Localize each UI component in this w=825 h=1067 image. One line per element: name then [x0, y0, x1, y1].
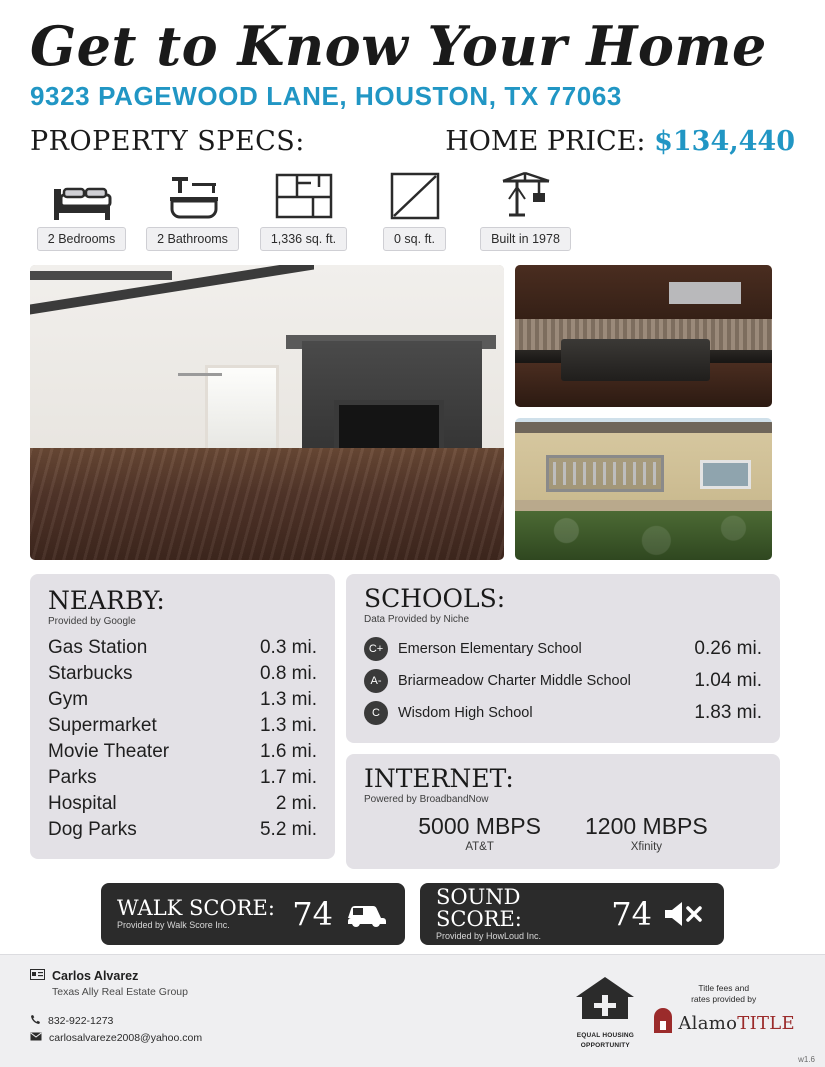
envelope-icon: [30, 1032, 42, 1044]
nearby-title: NEARBY:: [48, 585, 165, 615]
internet-providers: [364, 813, 762, 853]
list-item: [364, 633, 762, 665]
spec-lot-size: [359, 165, 470, 251]
walk-score-title: WALK SCORE:: [117, 895, 275, 920]
lot-size-icon: [386, 165, 444, 221]
nearby-name: Supermarket: [48, 714, 157, 736]
provider-name: AT&T: [465, 840, 494, 853]
equal-housing-icon: [572, 1012, 638, 1029]
alamo-title-logo: [652, 1008, 795, 1039]
list-item: [364, 697, 762, 729]
equal-housing-opportunity-logo: [572, 973, 638, 1049]
sound-score-subtitle: Provided by HowLoud Inc.: [436, 931, 542, 942]
home-price-value: $134,440: [654, 125, 795, 157]
construction-crane-icon: [495, 165, 557, 221]
alamo-word-first: Alamo: [678, 1013, 738, 1035]
spec-items: [0, 157, 825, 251]
list-item: [48, 661, 317, 687]
agent-company: Texas Ally Real Estate Group: [52, 986, 188, 998]
list-item: [585, 813, 708, 853]
specs-header-row: [0, 112, 825, 157]
footer: [0, 954, 825, 1067]
list-item: [48, 817, 317, 843]
agent-name: Carlos Alvarez: [52, 969, 139, 983]
school-distance: 0.26 mi.: [694, 637, 762, 659]
nearby-card: [30, 574, 335, 859]
school-grade-badge: C+: [364, 637, 388, 661]
nearby-distance: 1.6 mi.: [259, 740, 317, 762]
eho-line2: OPPORTUNITY: [580, 1041, 630, 1049]
nearby-distance: 1.7 mi.: [259, 766, 317, 788]
schools-subtitle: Data Provided by Niche: [364, 613, 470, 625]
list-item: [364, 665, 762, 697]
car-icon: [343, 900, 389, 928]
living-room-photo: [30, 265, 504, 560]
title-company-block: [652, 983, 795, 1039]
home-price-label: HOME PRICE:: [445, 125, 646, 157]
provider-speed: 5000 MBPS: [418, 812, 541, 839]
school-name: Briarmeadow Charter Middle School: [398, 672, 631, 689]
nearby-distance: 2 mi.: [275, 792, 317, 814]
spec-year-built: [470, 165, 581, 251]
spec-bathrooms: [137, 165, 248, 251]
photo-gallery: [0, 251, 825, 560]
business-card-icon: [30, 967, 45, 985]
walk-score-label: [117, 897, 292, 930]
schools-card: [346, 574, 780, 743]
list-item: [48, 765, 317, 791]
home-price: [445, 126, 795, 157]
sound-score-card: [420, 883, 724, 945]
agent-contact: [30, 1014, 202, 1044]
school-grade-badge: A-: [364, 669, 388, 693]
property-specs-label: PROPERTY SPECS:: [30, 125, 305, 157]
nearby-name: Dog Parks: [48, 818, 137, 840]
agent-phone-row: [30, 1014, 202, 1028]
title-note-line2: rates provided by: [691, 993, 757, 1004]
nearby-distance: 0.8 mi.: [259, 662, 317, 684]
provider-speed: 1200 MBPS: [585, 812, 708, 839]
page-title: Get to Know Your Home: [30, 14, 767, 78]
nearby-distance: 5.2 mi.: [259, 818, 317, 840]
kitchen-photo: [515, 265, 772, 407]
right-cards-column: [346, 574, 780, 869]
nearby-name: Parks: [48, 766, 97, 788]
footer-logos: [572, 967, 795, 1055]
nearby-name: Hospital: [48, 792, 117, 814]
property-address: 9323 PAGEWOOD LANE, HOUSTON, TX 77063: [30, 80, 622, 111]
title-note-line1: Title fees and: [698, 982, 750, 993]
nearby-name: Gym: [48, 688, 89, 710]
speaker-mute-icon: [662, 899, 708, 929]
internet-title: INTERNET:: [364, 763, 514, 793]
spec-sqft: [248, 165, 359, 251]
agent-phone[interactable]: 832-922-1273: [48, 1015, 114, 1027]
school-name: Emerson Elementary School: [398, 640, 582, 657]
school-name: Wisdom High School: [398, 704, 533, 721]
bed-icon: [51, 165, 113, 221]
score-cards: [0, 869, 825, 945]
internet-subtitle: Powered by BroadbandNow: [364, 793, 489, 805]
sound-score-value: 74: [611, 894, 652, 933]
exterior-photo: [515, 418, 772, 560]
spec-year-built-label: Built in 1978: [480, 227, 571, 251]
eho-line1: EQUAL HOUSING: [576, 1032, 635, 1040]
school-distance: 1.04 mi.: [694, 669, 762, 691]
agent-email-row: [30, 1032, 202, 1044]
schools-title: SCHOOLS:: [364, 583, 506, 613]
list-item: [48, 791, 317, 817]
phone-icon: [30, 1014, 41, 1028]
list-item: [48, 713, 317, 739]
spec-sqft-label: 1,336 sq. ft.: [260, 227, 347, 251]
walk-score-card: [101, 883, 405, 945]
list-item: [48, 635, 317, 661]
nearby-name: Starbucks: [48, 662, 133, 684]
list-item: [48, 687, 317, 713]
school-distance: 1.83 mi.: [694, 701, 762, 723]
walk-score-subtitle: Provided by Walk Score Inc.: [117, 919, 230, 930]
agent-block: [30, 967, 202, 1055]
provider-name: Xfinity: [630, 840, 663, 853]
floorplan-icon: [275, 165, 333, 221]
nearby-distance: 1.3 mi.: [259, 714, 317, 736]
alamo-word-second: TITLE: [737, 1013, 795, 1035]
spec-bathrooms-label: 2 Bathrooms: [146, 227, 239, 251]
alamo-wordmark: [678, 1013, 795, 1034]
nearby-name: Movie Theater: [48, 740, 170, 762]
sound-score-title: SOUND SCORE:: [436, 884, 522, 931]
school-grade-badge: C: [364, 701, 388, 725]
info-cards: [0, 560, 825, 869]
nearby-distance: 1.3 mi.: [259, 688, 317, 710]
list-item: [48, 739, 317, 765]
bathtub-icon: [162, 165, 224, 221]
spec-lot-size-label: 0 sq. ft.: [383, 227, 446, 251]
list-item: [418, 813, 541, 853]
nearby-subtitle: Provided by Google: [48, 615, 136, 627]
header: [0, 0, 825, 112]
spec-bedrooms-label: 2 Bedrooms: [37, 227, 126, 251]
side-photos: [515, 265, 772, 560]
internet-card: [346, 754, 780, 869]
alamo-mission-icon: [652, 1008, 674, 1039]
agent-email[interactable]: carlosalvareze2008@yahoo.com: [49, 1032, 203, 1044]
nearby-distance: 0.3 mi.: [259, 636, 317, 658]
spec-bedrooms: [26, 165, 137, 251]
version-label: w1.6: [798, 1055, 815, 1064]
sound-score-label: [436, 886, 611, 942]
nearby-name: Gas Station: [48, 636, 148, 658]
walk-score-value: 74: [292, 894, 333, 933]
